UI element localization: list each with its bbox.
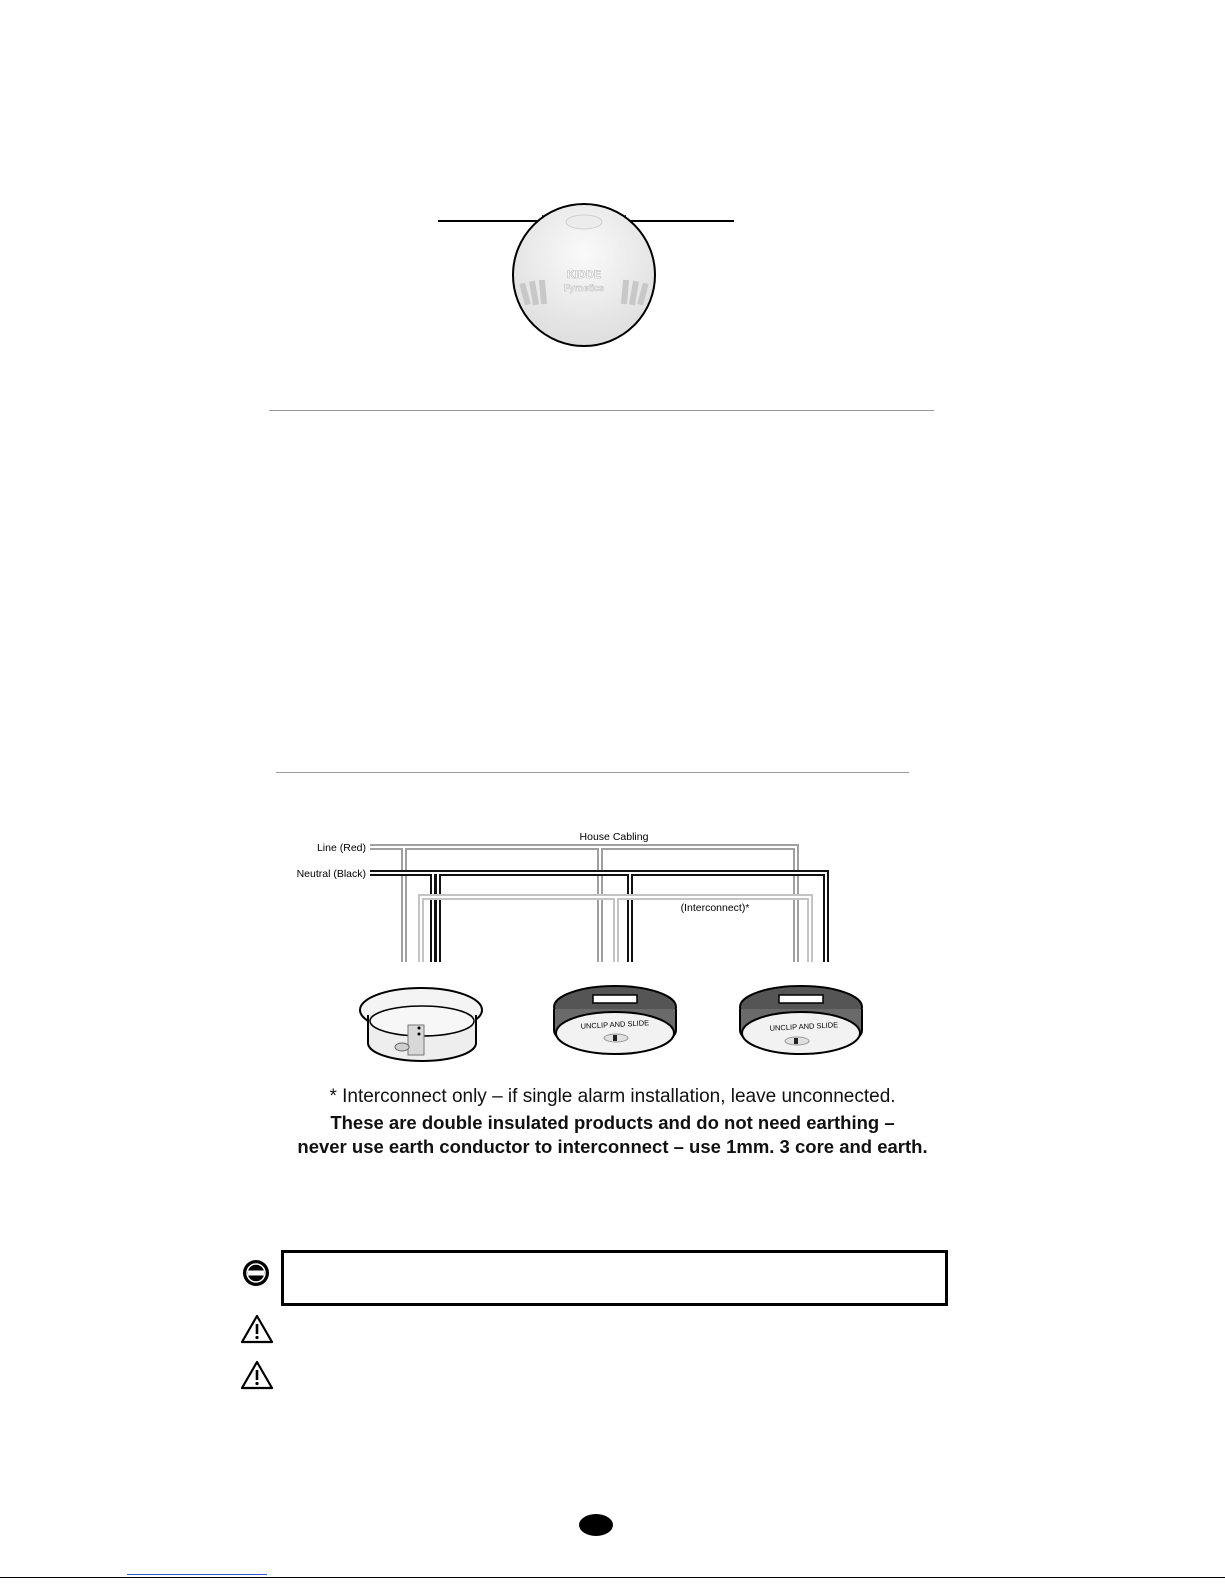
bottom-rule xyxy=(0,1577,1225,1578)
interconnect-note: * Interconnect only – if single alarm installation, leave unconnected. xyxy=(329,1086,896,1107)
logo-kidde: KIDDE xyxy=(566,269,602,281)
divider-middle xyxy=(276,772,909,773)
detector-top-view xyxy=(430,195,750,360)
divider-top xyxy=(269,410,934,411)
link-underline xyxy=(127,1574,267,1575)
insulation-note-line1: These are double insulated products and do not need earthing – xyxy=(330,1112,895,1133)
wiring-diagram xyxy=(280,825,920,1075)
alarm-base-3 xyxy=(740,986,862,1054)
line-red-label: Line (Red) xyxy=(316,842,366,854)
interconnect-label: (Interconnect)* xyxy=(680,902,750,914)
test-button xyxy=(566,215,602,229)
no-entry-icon xyxy=(240,1257,272,1289)
warning-box xyxy=(281,1250,948,1306)
unclip-label-2: UNCLIP AND SLIDE xyxy=(580,1018,650,1031)
insulation-note xyxy=(0,1111,1225,1159)
logo-fyrnetics: Fyrnetics xyxy=(563,283,605,293)
house-cabling-label: House Cabling xyxy=(579,831,649,843)
page-number-marker xyxy=(578,1513,614,1537)
warning-triangle-icon xyxy=(240,1314,274,1344)
insulation-note-line2: never use earth conductor to interconnect – use 1mm. 3 core and earth. xyxy=(297,1136,928,1157)
warning-triangle-icon xyxy=(240,1360,274,1390)
alarm-detector xyxy=(360,988,482,1061)
neutral-black-label: Neutral (Black) xyxy=(296,868,366,880)
alarm-base-2 xyxy=(554,986,676,1054)
unclip-label-3: UNCLIP AND SLIDE xyxy=(769,1020,839,1033)
